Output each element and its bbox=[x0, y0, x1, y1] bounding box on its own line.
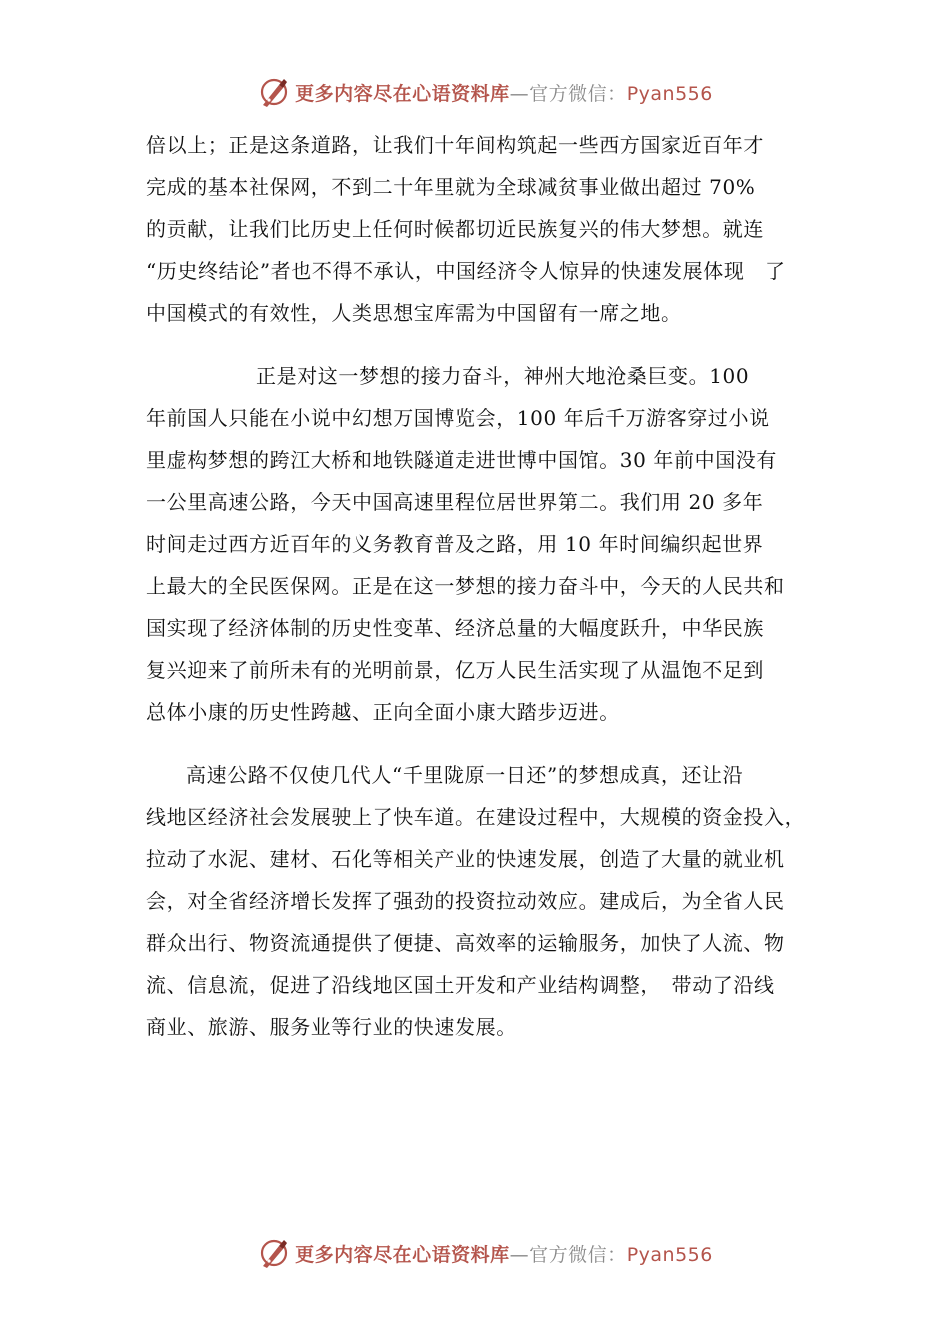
text-line: 复兴迎来了前所未有的光明前景，亿万人民生活实现了从温饱不足到 bbox=[146, 658, 764, 682]
text-line: 国实现了经济体制的历史性变革、经济总量的大幅度跃升，中华民族 bbox=[146, 616, 764, 640]
text-line: 群众出行、物资流通提供了便捷、高效率的运输服务，加快了人流、物 bbox=[146, 931, 785, 955]
text-line: 中国模式的有效性，人类思想宝库需为中国留有一席之地。 bbox=[146, 301, 682, 325]
footer-wechat-id: Pyan556 bbox=[626, 1243, 713, 1266]
text-line: 高速公路不仅使几代人“千里陇原一日还”的梦想成真，还让沿 bbox=[186, 763, 744, 787]
header-wechat-id: Pyan556 bbox=[626, 82, 713, 105]
text-line: 年前国人只能在小说中幻想万国博览会，100 年后千万游客穿过小说 bbox=[146, 406, 770, 430]
text-line: 倍以上；正是这条道路，让我们十年间构筑起一些西方国家近百年才 bbox=[146, 133, 764, 157]
header-banner-title: 更多内容尽在心语资料库 bbox=[295, 82, 510, 105]
footer-banner-content bbox=[257, 1236, 713, 1270]
pen-logo-icon bbox=[257, 75, 291, 109]
text-line: 会，对全省经济增长发挥了强劲的投资拉动效应。建成后，为全省人民 bbox=[146, 889, 785, 913]
pen-logo-icon bbox=[257, 1236, 291, 1270]
text-line: 的贡献，让我们比历史上任何时候都切近民族复兴的伟大梦想。就连 bbox=[146, 217, 764, 241]
text-line: 正是对这一梦想的接力奋斗，神州大地沧桑巨变。100 bbox=[256, 364, 750, 388]
footer-banner-separator: — bbox=[509, 1243, 530, 1266]
footer-banner-title: 更多内容尽在心语资料库 bbox=[295, 1243, 510, 1266]
text-line: 线地区经济社会发展驶上了快车道。在建设过程中，大规模的资金投入， bbox=[146, 805, 806, 829]
text-line: 拉动了水泥、建材、石化等相关产业的快速发展，创造了大量的就业机 bbox=[146, 847, 785, 871]
header-banner-separator: — bbox=[509, 82, 530, 105]
header-banner-text bbox=[295, 79, 713, 106]
footer-banner bbox=[0, 1231, 950, 1275]
text-line: 一公里高速公路，今天中国高速里程位居世界第二。我们用 20 多年 bbox=[146, 490, 764, 514]
header-banner-content bbox=[257, 75, 713, 109]
footer-banner-text bbox=[295, 1240, 713, 1267]
header-banner bbox=[0, 70, 950, 114]
footer-wechat-label: 官方微信： bbox=[529, 1243, 627, 1266]
text-line: 商业、旅游、服务业等行业的快速发展。 bbox=[146, 1015, 517, 1039]
text-line: 流、信息流，促进了沿线地区国土开发和产业结构调整， 带动了沿线 bbox=[146, 973, 775, 997]
text-line: 时间走过西方近百年的义务教育普及之路，用 10 年时间编织起世界 bbox=[146, 532, 764, 556]
text-line: 完成的基本社保网，不到二十年里就为全球减贫事业做出超过 70% bbox=[146, 175, 756, 199]
header-wechat-label: 官方微信： bbox=[529, 82, 627, 105]
text-line: 里虚构梦想的跨江大桥和地铁隧道走进世博中国馆。30 年前中国没有 bbox=[146, 448, 778, 472]
text-line: 上最大的全民医保网。正是在这一梦想的接力奋斗中，今天的人民共和 bbox=[146, 574, 785, 598]
text-line: 总体小康的历史性跨越、正向全面小康大踏步迈进。 bbox=[146, 700, 620, 724]
text-line: “历史终结论”者也不得不承认，中国经济令人惊异的快速发展体现 了 bbox=[146, 259, 786, 283]
